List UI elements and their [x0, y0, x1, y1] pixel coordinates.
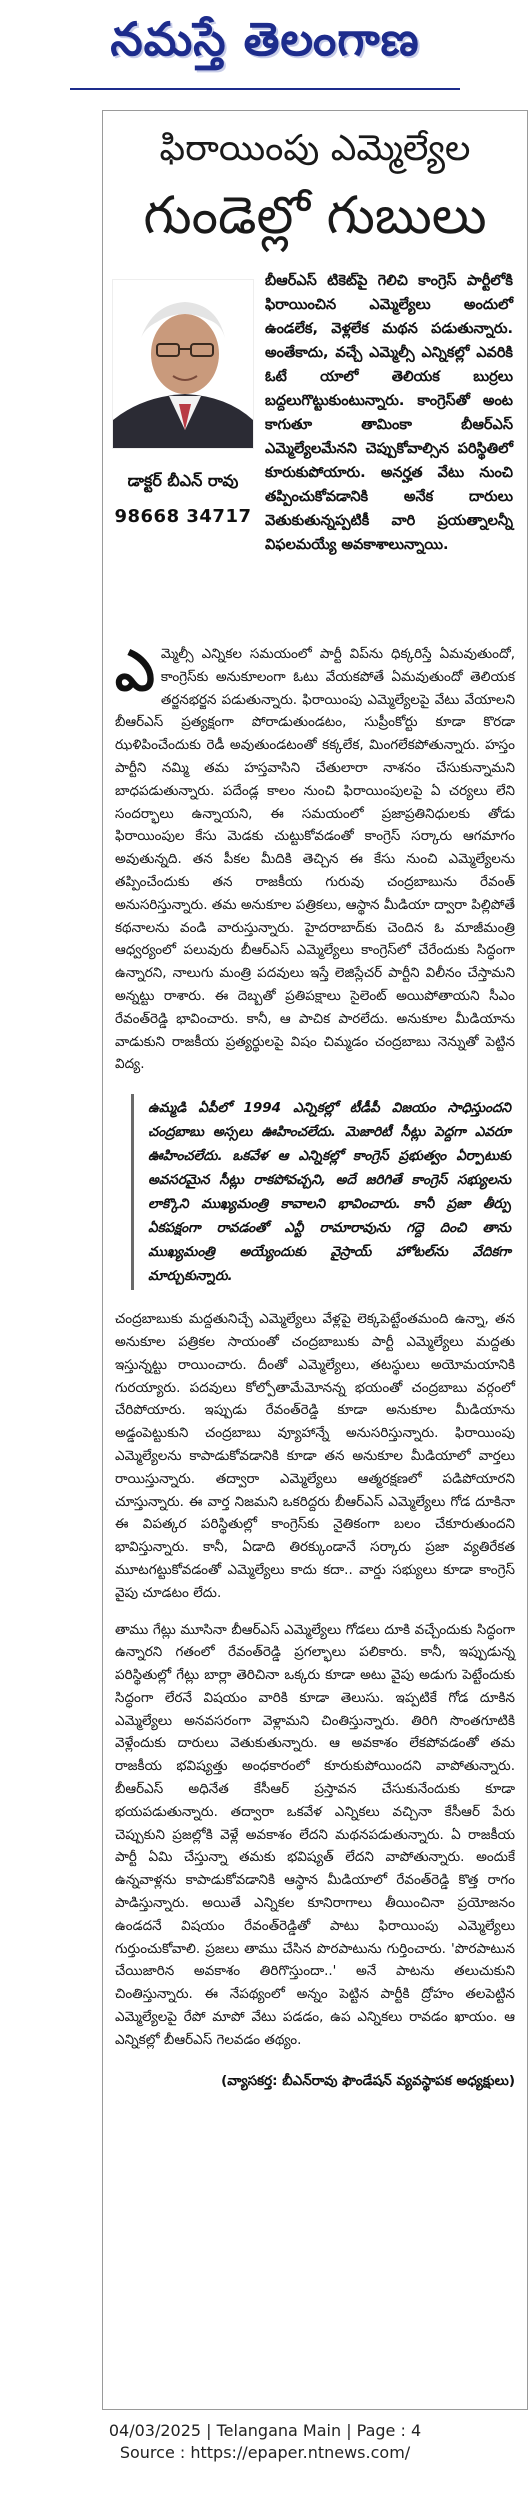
footer-source-link[interactable]: Source : https://epaper.ntnews.com/ [119, 2443, 411, 2462]
author-photo [112, 279, 254, 449]
footer-date-page: 04/03/2025 | Telangana Main | Page : 4 [108, 2421, 422, 2440]
author-phone: 98668 34717 [114, 506, 252, 527]
article-clipping [102, 110, 528, 2410]
body-paragraph-1 [115, 639, 515, 1076]
masthead [0, 0, 530, 96]
article-body [115, 639, 515, 1076]
author-name: డాక్టర్ బీఎన్ రావు [127, 471, 239, 490]
drop-cap: ఎ [115, 639, 155, 704]
lead-paragraph: బీఆర్ఎస్ టికెట్‌పై గెలిచి కాంగ్రెస్ పార్టీలోకి ఫిరాయించిన ఎమ్మెల్యేలు అందులో ఉండలేక, వెళ్లలేక మథన పడుతున్నారు. అంతేకాదు, వచ్చే ఎమ్మెల్సీ ఎన్నికల్లో ఎవరికి ఓటే యాలో తెలియక బుర్రలు బద్దలుగొట్టుకుంటున్నారు. కాంగ్రెస్‌తో అంట కాగుతూ తామింకా బీఆర్ఎస్ ఎమ్మెల్యేలమేనని చెప్పుకోవాల్సిన పరిస్థితిలో కూరుకుపోయారు. అనర్హత వేటు నుంచి తప్పించుకోవడానికి అనేక దారులు వెతుకుతున్నప్పటికీ వారి ప్రయత్నాలన్నీ విఫలమయ్యే అవకాశాలున్నాయి. [265, 273, 513, 553]
author-byline: (వ్యాసకర్త: బీఎన్‌రావు ఫౌండేషన్ వ్యవస్థాపక అధ్యక్షులు) [221, 2072, 515, 2089]
headline-line-2: గుండెల్లో గుబులు [143, 186, 487, 246]
newspaper-logo[interactable]: నమస్తే తెలంగాణ [110, 12, 420, 66]
lead-block [103, 269, 527, 629]
article-body-continued [115, 1308, 515, 2052]
body-paragraph-3: తాము గేట్లు మూసినా బీఆర్ఎస్ ఎమ్మెల్యేలు గోడలు దూకి వచ్చేందుకు సిద్ధంగా ఉన్నారని గతంలో రేవంత్‌రెడ్డి ప్రగల్భాలు పలికారు. కానీ, ఇప్పుడున్న పరిస్థితుల్లో గేట్లు బార్లా తెరిచినా ఒక్కరు కూడా అటు వైపు అడుగు పెట్టేందుకు సిద్ధంగా లేరనే విషయం వారికి కూడా తెలుసు. ఇప్పటికే గోడ దూకిన ఎమ్మెల్యేలు అనవసరంగా వెళ్లామని చింతిస్తున్నారు. తిరిగి సొంతగూటికి వెళ్లేందుకు దారులు వెతుకుతున్నారు. ఆ అవకాశం లేకపోవడంతో తమ రాజకీయ భవిష్యత్తు అంధకారంలో కూరుకుపోయిందని వాపోతున్నారు. బీఆర్ఎస్ అధినేత కేసీఆర్ ప్రస్తావన చేసుకునేందుకు కూడా భయపడుతున్నారు. తద్వారా ఒకవేళ ఎన్నికలు వచ్చినా కేసీఆర్ పేరు చెప్పుకుని ప్రజల్లోకి వెళ్లే అవకాశం లేదని మథనపడుతున్నారు. ఏ రాజకీయ పార్టీ ఏమి చేస్తున్నా తమకు భవిష్యత్ లేదని వాపోతున్నారు. అందుకే ఉన్నవాళ్లను కాపాడుకోవడానికి ఆస్థాన మీడియాలో రేవంత్‌రెడ్డి కొత్త రాగం పాడిస్తున్నారు. అయితే ఎన్నికల కూనిరాగాలు తీయించినా ప్రయోజనం ఉండదనే విషయం రేవంత్‌రెడ్డితో పాటు ఫిరాయింపు ఎమ్మెల్యేలు గుర్తుంచుకోవాలి. ప్రజలు తాము చేసిన పొరపాటును గుర్తించారు. 'పొరపాటున చేయిజారిన అవకాశం తిరిగొస్తుందా..' అనే పాటను తలుచుకుని చింతిస్తున్నారు. ఈ నేపథ్యంలో అన్నం పెట్టిన పార్టీకి ద్రోహం తలపెట్టిన ఎమ్మెల్యేలపై రేపో మాపో వేటు పడడం, ఉప ఎన్నికలు రావడం ఖాయం. ఆ ఎన్నికల్లో బీఆర్ఎస్ గెలవడం తథ్యం. [115, 1621, 515, 2048]
pull-quote: ఉమ్మడి ఏపీలో 1994 ఎన్నికల్లో టీడీపీ విజయం సాధిస్తుందని చంద్రబాబు అస్సలు ఊహించలేదు. మెజారిటీ సీట్లు పెద్దగా ఎవరూ ఊహించలేదు. ఒకవేళ ఆ ఎన్నికల్లో కాంగ్రెస్ ప్రభుత్వం ఏర్పాటుకు అవసరమైన సీట్లు రాకపోవచ్చని, అదే జరిగితే కాంగ్రెస్ సభ్యులను లాక్కొని ముఖ్యమంత్రి కావాలని భావించారు. కానీ ప్రజా తీర్పు ఏకపక్షంగా రావడంతో ఎన్టీ రామారావును గద్దె దించి తాను ముఖ్యమంత్రి అయ్యేందుకు వైస్రాయ్ హోటల్‌ను వేదికగా మార్చుకున్నారు. [131, 1094, 511, 1290]
author-column [109, 269, 257, 527]
page-footer [0, 2420, 530, 2464]
masthead-rule [70, 88, 460, 90]
headline-line-1: ఫిరాయింపు ఎమ్మెల్యేల [159, 128, 471, 169]
body-paragraph-2: చంద్రబాబుకు మద్దతునిచ్చే ఎమ్మెల్యేలు వేళ్లపై లెక్కపెట్టేంతమంది ఉన్నా, తన అనుకూల పత్రికల సాయంతో చంద్రబాబుకు పార్టీ ఎమ్మెల్యేలు మద్దతు ఇస్తున్నట్టు రాయించారు. దీంతో ఎమ్మెల్యేలు, తటస్థులు అయోమయానికి గురయ్యారు. పదవులు కోల్పోతామేమోనన్న భయంతో చంద్రబాబు వర్గంలో చేరిపోయారు. ఇప్పుడు రేవంత్‌రెడ్డి కూడా అనుకూల మీడియాను అడ్డంపెట్టుకుని చంద్రబాబు వ్యూహాన్నే అనుసరిస్తున్నారు. ఫిరాయింపు ఎమ్మెల్యేలను కాపాడుకోవడానికి కూడా తన అనుకూల మీడియాలో వార్తలు రాయిస్తున్నారు. తద్వారా ఎమ్మెల్యేలు ఆత్మరక్షణలో పడిపోయారని చూస్తున్నారు. ఈ వార్త నిజమని ఒకరిద్దరు బీఆర్ఎస్ ఎమ్మెల్యేలు గోడ దూకినా ఈ విపత్కర పరిస్థితుల్లో కాంగ్రెస్‌కు నైతికంగా బలం చేకూరుతుందని భావిస్తున్నారు. కానీ, ఏడాది తిరక్కుండానే సర్కారు ప్రజా వ్యతిరేకత మూటగట్టుకోవడంతో ఎమ్మెల్యేలు కాదు కదా.. వార్డు సభ్యులు కూడా కాంగ్రెస్ వైపు చూడటం లేదు. [115, 1311, 515, 1601]
body-paragraph-1-text: మ్మెల్సీ ఎన్నికల సమయంలో పార్టీ విప్‌ను ధిక్కరిస్తే ఏమవుతుందో, కాంగ్రెస్‌కు అనుకూలంగా ఓటు వేయకపోతే ఏమవుతుందో తెలియక తర్జనభర్జన పడుతున్నారు. ఫిరాయింపు ఎమ్మెల్యేలపై వేటు వేయాలని బీఆర్ఎస్ ప్రత్యక్షంగా పోరాడుతుండటం, సుప్రీంకోర్టు కూడా కొరడా ఝళిపించేందుకు రెడీ అవుతుండటంతో కక్కలేక, మింగలేకపోతున్నారు. హస్తం పార్టీని నమ్మి తమ హస్తవాసిని చేతులారా నాశనం చేసుకున్నామని బాధపడుతున్నారు. పదేండ్ల కాలం నుంచి ఫిరాయింపులపై ఏ చర్యలు లేని సందర్భాలు ఉన్నాయని, ఈ సమయంలో ప్రజాప్రతినిధులకు తోడు ఫిరాయింపుల కేసు మెడకు చుట్టుకోవడంతో కాంగ్రెస్ సర్కారు ఆగమాగం అవుతున్నది. తన పీకల మీదికి తెచ్చిన ఈ కేసు నుంచి ఎమ్మెల్యేలను తప్పించేందుకు తన రాజకీయ గురువు చంద్రబాబును రేవంత్ అనుసరిస్తున్నారు. తమ అనుకూల పత్రికలు, ఆస్థాన మీడియా ద్వారా పిల్లిపోతే కథనాలను వండి వారుస్తున్నారు. హైదరాబాద్‌కు చెందిన ఓ మాజీమంత్రి ఆధ్వర్యంలో పలువురు బీఆర్ఎస్ ఎమ్మెల్యేలు కాంగ్రెస్‌లో చేరేందుకు సిద్ధంగా ఉన్నారని, నాలుగు మంత్రి పదవులు ఇస్తే లెజిస్లేచర్ పార్టీని విలీనం చేస్తామని అన్నట్టు రాశారు. ఈ దెబ్బతో ప్రతిపక్షాలు సైలెంట్ అయిపోతాయని సీఎం రేవంత్‌రెడ్డి భావించారు. కానీ, ఆ పాచిక పారలేదు. అనుకూల మీడియాను వాడుకుని రాజకీయ ప్రత్యర్థులపై విషం చిమ్మడం చంద్రబాబు నెన్నుతో పెట్టిన విద్య. [115, 646, 515, 1073]
